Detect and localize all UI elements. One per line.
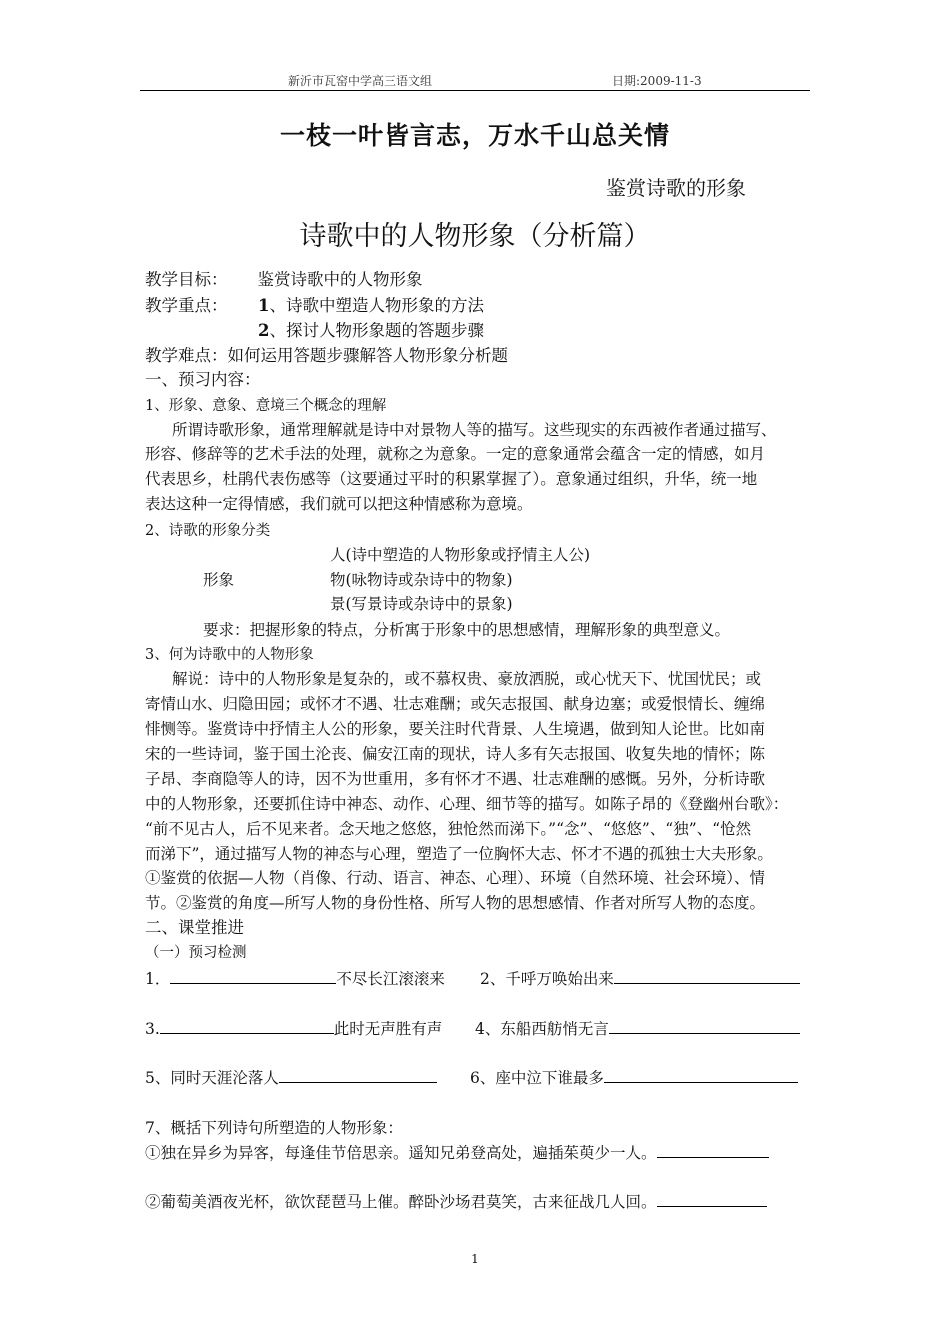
preview-item-2: 2、诗歌的形象分类 [145,523,271,539]
answer-blank-1[interactable] [170,967,336,984]
question-3 [145,1017,442,1039]
goal-line [145,266,423,290]
answer-blank-6[interactable] [604,1066,798,1083]
paragraph-line: 中的人物形象，还要抓住诗中神态、动作、心理、细节等的描写。如陈子昂的《登幽州台歌》： [145,795,789,813]
answer-blank-4[interactable] [609,1017,800,1034]
question-3-text: 此时无声胜有声 [333,1020,443,1038]
page-number: 1 [471,1252,479,1266]
question-7a [145,1141,769,1163]
class-item: 景(写景诗或杂诗中的景象) [330,595,513,613]
focus-item-2-text: 、探讨人物形象题的答题步骤 [269,321,484,340]
goal-text: 鉴赏诗歌中的人物形象 [257,270,423,289]
classroom-subheading: （一）预习检测 [145,945,247,961]
question-6-text: 6、座中泣下谁最多 [470,1069,604,1087]
preview-heading: 一、预习内容： [145,370,261,389]
class-label: 形象 [203,571,235,589]
paragraph-line: 而涕下”，通过描写人物的神态与心理，塑造了一位胸怀大志、怀才不遇的孤独士大夫形象。 [145,845,773,863]
question-2-text: 2、千呼万唤始出来 [480,970,614,988]
paragraph-line: 表达这种一定得情感，我们就可以把这种情感称为意境。 [145,495,533,513]
paragraph-line: 所谓诗歌形象，通常理解就是诗中对景物人等的描写。这些现实的东西被作者通过描写、 [172,421,777,439]
page-subtitle: 鉴赏诗歌的形象 [606,176,746,200]
paragraph-line: 解说：诗中的人物形象是复杂的，或不慕权贵、豪放洒脱，或心忧天下、忧国忧民；或 [172,670,762,688]
paragraph-line: 寄情山水、归隐田园；或怀才不遇、壮志难酬；或矢志报国、献身边塞；或爱恨情长、缠绵 [145,695,766,713]
goal-label: 教学目标： [145,270,228,289]
preview-item-1: 1、形象、意象、意境三个概念的理解 [145,398,387,414]
focus-item-1-text: 、诗歌中塑造人物形象的方法 [269,296,484,315]
question-3-num: 3. [145,1020,160,1038]
focus-item-1 [258,292,484,316]
requirement-line: 要求：把握形象的特点，分析寓于形象中的思想感情，理解形象的典型意义。 [203,621,731,639]
focus-item-2-num: 2 [258,321,270,340]
focus-item-1-num: 1 [258,296,270,315]
section-title: 诗歌中的人物形象（分析篇） [299,221,651,252]
question-7b [145,1190,767,1212]
question-6 [470,1066,798,1088]
question-5-text: 5、同时天涯沦落人 [145,1069,279,1087]
answer-blank-5[interactable] [279,1066,437,1083]
paragraph-line: ①鉴赏的依据—人物（肖像、行动、语言、神态、心理）、环境（自然环境、社会环境）、情 [145,869,766,887]
question-7b-text: ②葡萄美酒夜光杯，欲饮琵琶马上催。醉卧沙场君莫笑，古来征战几人回。 [145,1193,657,1211]
header-date: 日期:2009-11-3 [612,74,702,88]
paragraph-line: 子昂、李商隐等人的诗，因不为世重用，多有怀才不遇、壮志难酬的感慨。另外，分析诗歌 [145,770,766,788]
answer-blank-3[interactable] [160,1017,334,1034]
header-school: 新沂市瓦窑中学高三语文组 [288,74,433,88]
preview-item-3: 3、何为诗歌中的人物形象 [145,647,314,663]
question-1 [145,967,445,989]
answer-blank-7b[interactable] [657,1190,767,1207]
paragraph-line: “前不见古人，后不见来者。念天地之悠悠，独怆然而涕下。”“念”、“悠悠”、“独”、“怆然 [145,820,752,838]
focus-item-2 [258,317,484,341]
page-title: 一枝一叶皆言志，万水千山总关情 [279,121,670,150]
paragraph-line: 代表思乡，杜鹃代表伤感等（这要通过平时的积累掌握了）。意象通过组织，升华，统一地 [145,470,758,488]
question-1-num: 1． [145,970,171,988]
question-1-text: 不尽长江滚滚来 [336,970,445,988]
question-7a-text: ①独在异乡为异客，每逢佳节倍思亲。遥知兄弟登高处，遍插茱萸少一人。 [145,1144,657,1162]
classroom-heading: 二、课堂推进 [145,918,244,937]
paragraph-line: 宋的一些诗词，鉴于国土沦丧、偏安江南的现状，诗人多有矢志报国、收复失地的情怀；陈 [145,745,766,763]
paragraph-line: 节。②鉴赏的角度—所写人物的身份性格、所写人物的思想感情、作者对所写人物的态度。 [145,894,766,912]
question-7: 7、概括下列诗句所塑造的人物形象： [145,1119,403,1137]
focus-label: 教学重点： [145,296,228,315]
paragraph-line: 形容、修辞等的艺术手法的处理，就称之为意象。一定的意象通常会蕴含一定的情感，如月 [145,445,766,463]
answer-blank-2[interactable] [614,967,800,984]
question-5 [145,1066,437,1088]
paragraph-line: 悱恻等。鉴赏诗中抒情主人公的形象，要关注时代背景、人生境遇，做到知人论世。比如南 [145,720,766,738]
class-item: 物(咏物诗或杂诗中的物象) [330,571,513,589]
answer-blank-7a[interactable] [657,1141,769,1158]
question-4 [475,1017,800,1039]
question-4-text: 4、东船西舫悄无言 [475,1020,609,1038]
header-rule [140,90,810,91]
difficulty-line: 教学难点：如何运用答题步骤解答人物形象分析题 [145,346,508,365]
class-item: 人(诗中塑造的人物形象或抒情主人公) [330,546,591,564]
question-2 [480,967,800,989]
